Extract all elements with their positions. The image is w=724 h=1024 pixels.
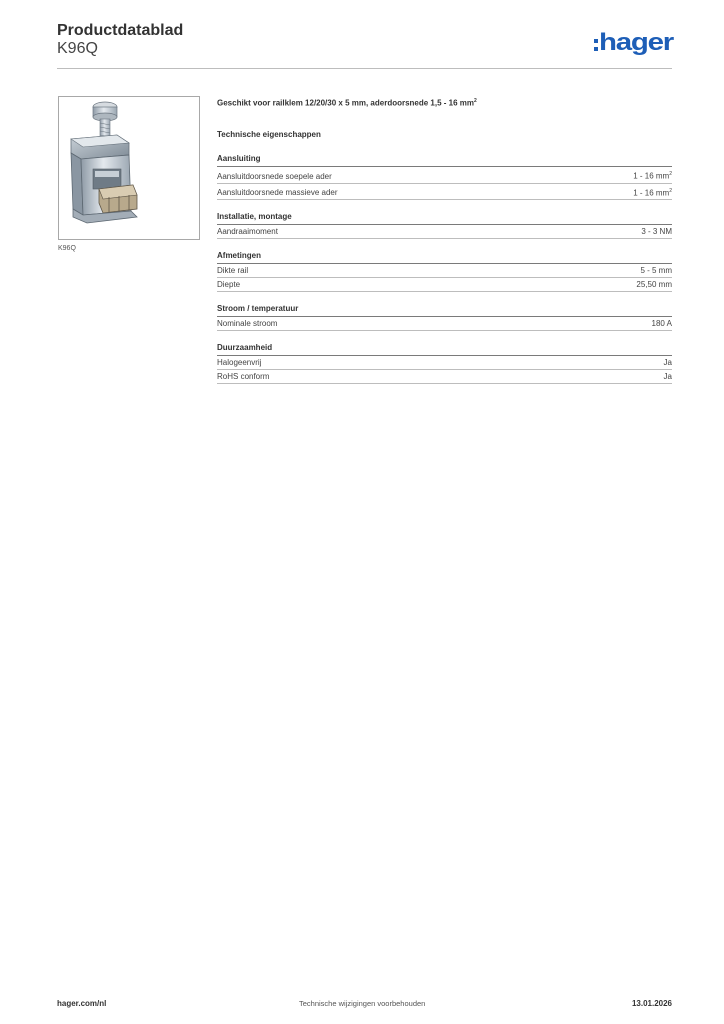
- hager-logo: [594, 28, 674, 58]
- spec-group-stroom: [217, 304, 672, 331]
- spec-value: 180 A: [651, 319, 672, 329]
- spec-row: [217, 278, 672, 292]
- spec-label: Aandraaimoment: [217, 227, 278, 237]
- spec-label: Aansluitdoorsnede soepele ader: [217, 171, 332, 181]
- product-details: [217, 96, 672, 384]
- spec-label: Diepte: [217, 280, 241, 290]
- spec-value: 5 - 5 mm: [640, 266, 672, 276]
- spec-label: Nominale stroom: [217, 319, 278, 329]
- busbar-clamp-photo-icon: [59, 97, 199, 239]
- description-text: Geschikt voor railklem 12/20/30 x 5 mm, aderdoorsnede 1,5 - 16 mm: [217, 98, 475, 108]
- spec-value: 3 - 3 NM: [641, 227, 672, 237]
- description-superscript: 2: [474, 98, 477, 104]
- spec-row: [217, 356, 672, 370]
- product-code: K96Q: [57, 40, 98, 57]
- spec-row: [217, 317, 672, 331]
- spec-group-duurzaamheid: [217, 343, 672, 384]
- product-photo: [58, 96, 200, 240]
- spec-group-title: Installatie, montage: [217, 212, 672, 225]
- spec-row: [217, 370, 672, 384]
- photo-caption: K96Q: [58, 245, 76, 252]
- spec-value: Ja: [663, 372, 672, 382]
- spec-value: Ja: [663, 358, 672, 368]
- spec-row: [217, 264, 672, 278]
- spec-group-installatie: [217, 212, 672, 239]
- spec-value: 25,50 mm: [636, 280, 672, 290]
- spec-group-title: Stroom / temperatuur: [217, 304, 672, 317]
- spec-value: 1 - 16 $mm^2$: [633, 187, 672, 198]
- logo-text: hager: [599, 29, 674, 56]
- page-title: Productdatablad: [57, 22, 184, 39]
- spec-group-title: Duurzaamheid: [217, 343, 672, 356]
- product-description: [217, 96, 672, 110]
- footer-website-link[interactable]: hager.com/nl: [57, 999, 107, 1008]
- spec-row: [217, 184, 672, 201]
- spec-label: Dikte rail: [217, 266, 249, 276]
- footer-disclaimer: Technische wijzigingen voorbehouden: [299, 999, 426, 1008]
- header-divider: [57, 68, 672, 69]
- spec-group-afmetingen: [217, 251, 672, 292]
- spec-group-aansluiting: [217, 154, 672, 200]
- spec-group-title: Aansluiting: [217, 154, 672, 167]
- spec-label: RoHS conform: [217, 372, 270, 382]
- spec-label: Halogeenvrij: [217, 358, 262, 368]
- footer-date: 13.01.2026: [631, 999, 672, 1008]
- spec-row: [217, 167, 672, 184]
- spec-value: 1 - 16 $mm^2$: [633, 171, 672, 181]
- spec-label: Aansluitdoorsnede massieve ader: [217, 188, 338, 198]
- technical-properties-title: Technische eigenschappen: [217, 130, 321, 139]
- spec-row: [217, 225, 672, 239]
- spec-group-title: Afmetingen: [217, 251, 672, 264]
